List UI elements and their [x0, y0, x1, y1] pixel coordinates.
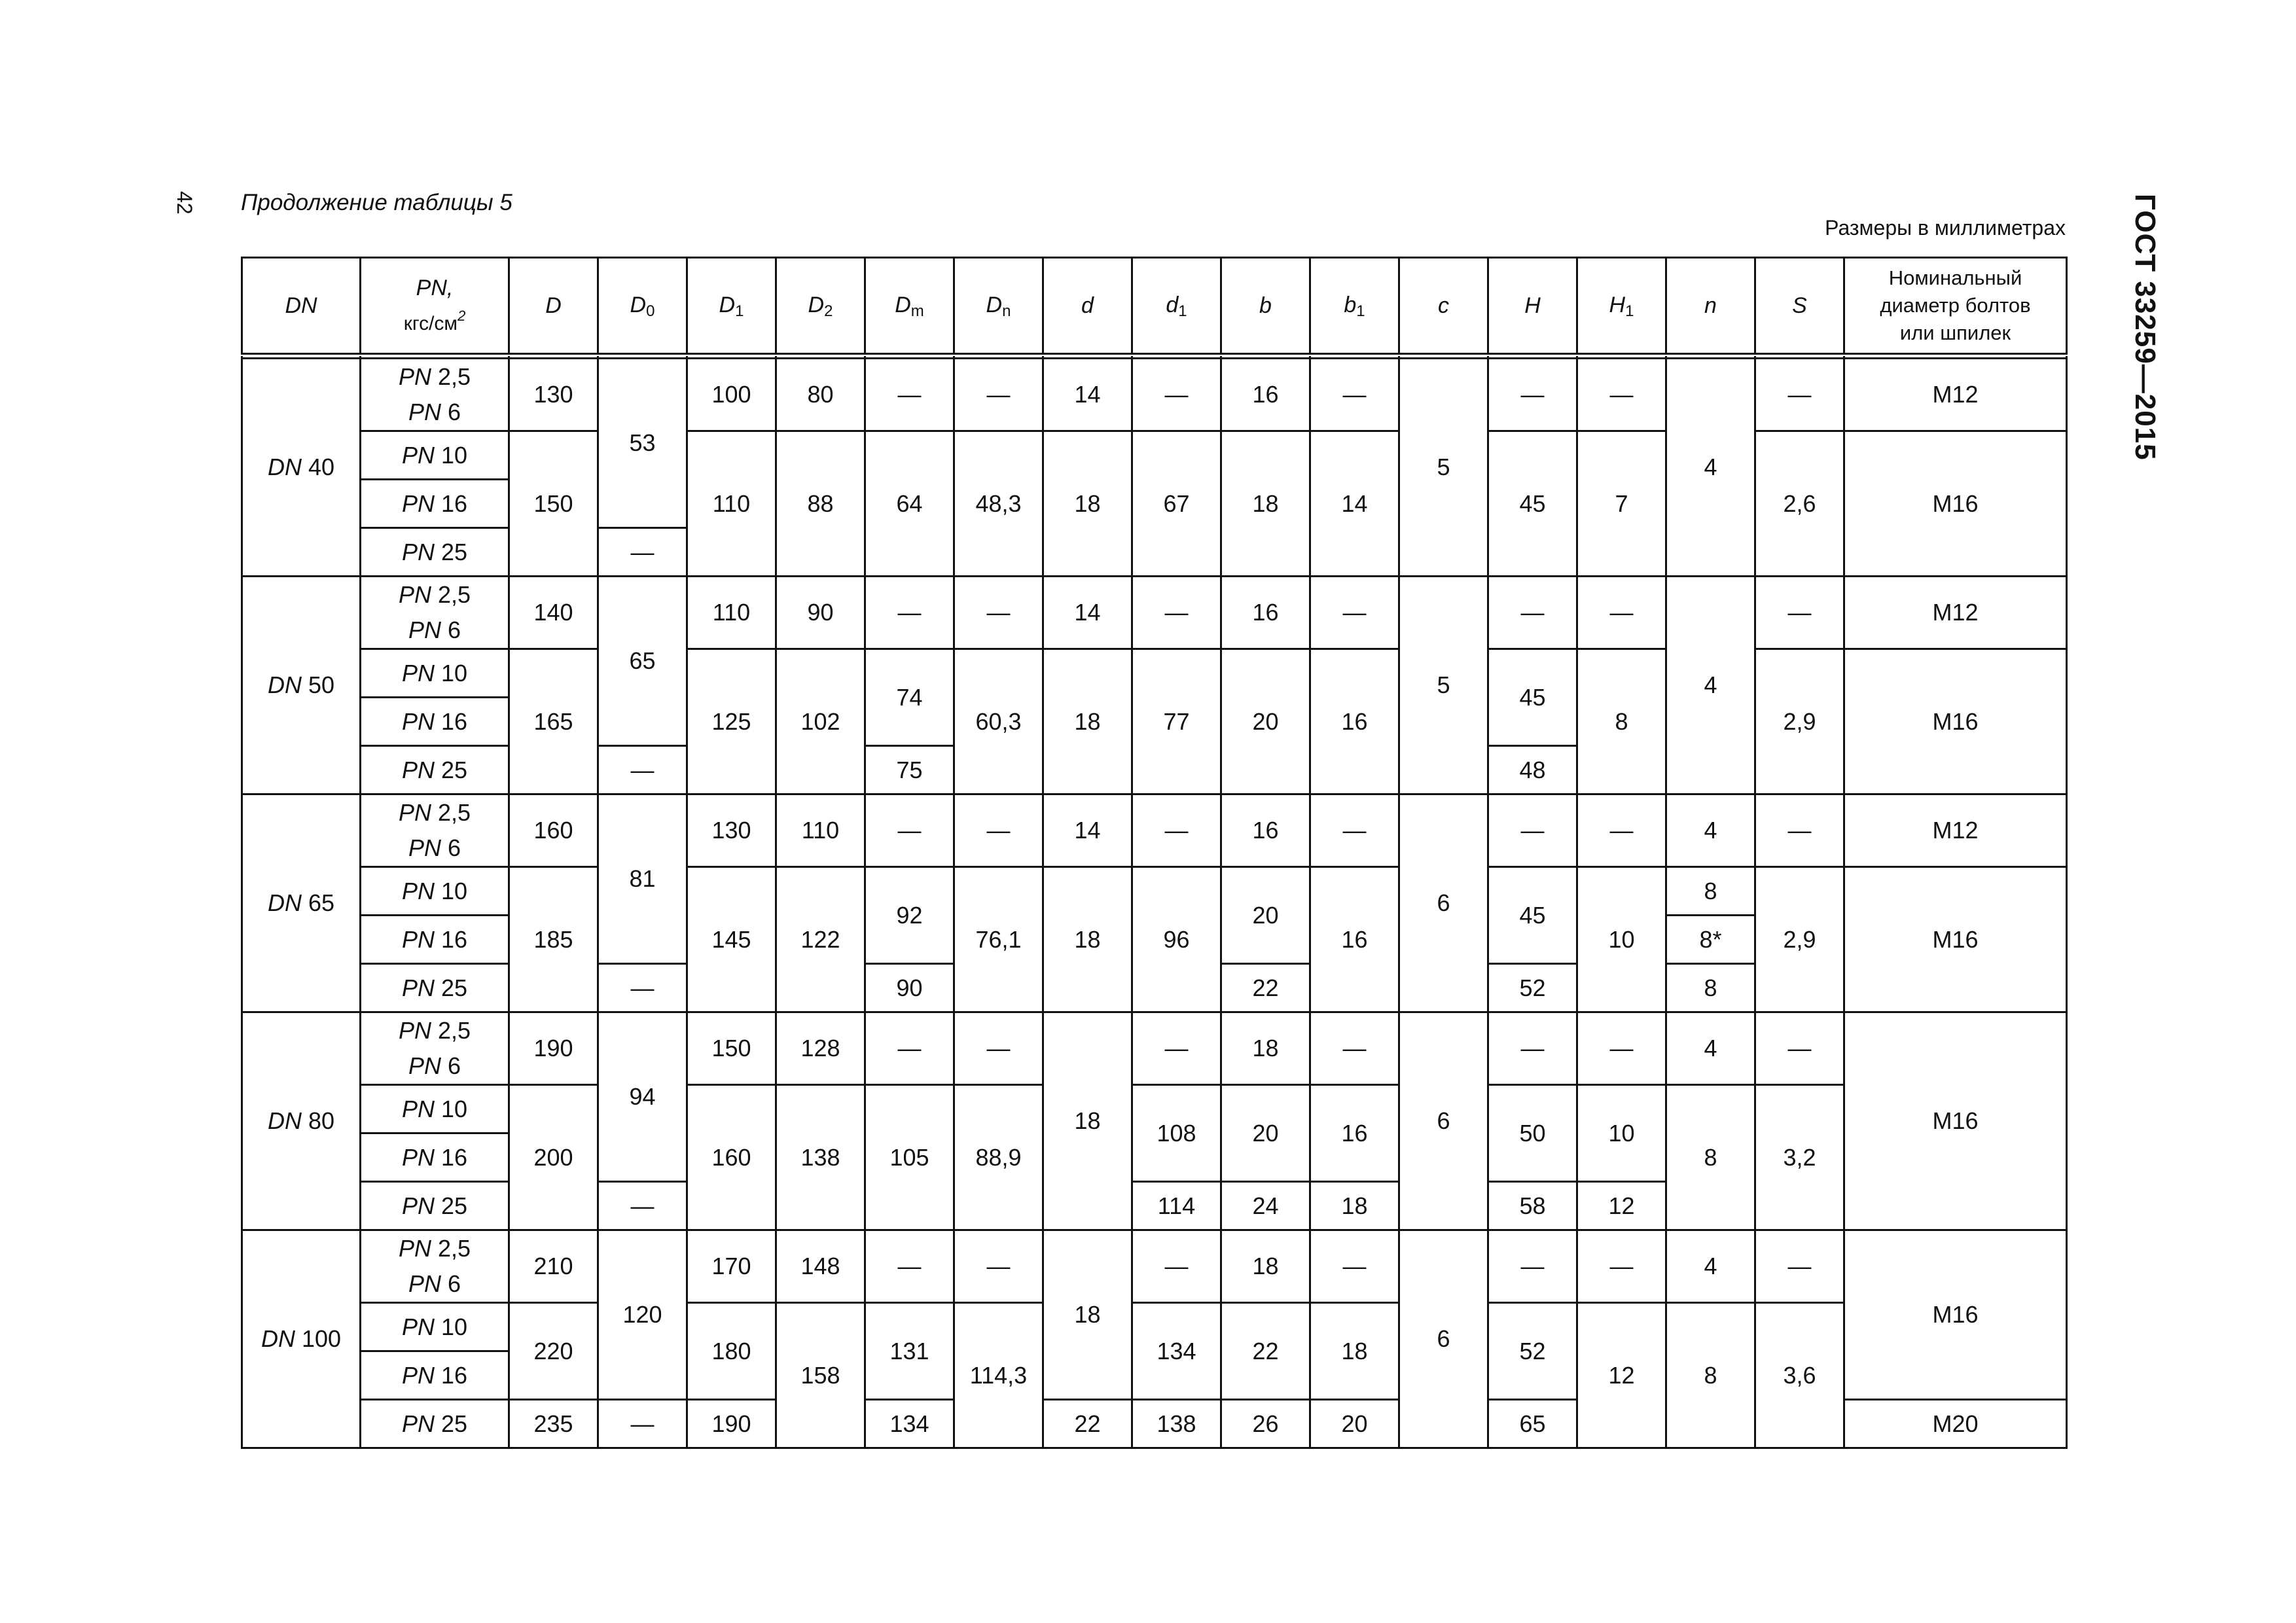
- header-d1: $d_1$: [1132, 258, 1221, 357]
- pn-cell: PN 25: [361, 746, 509, 794]
- table-cell: 16: [1221, 577, 1310, 649]
- table-cell: 7: [1577, 431, 1666, 577]
- table-cell: 210: [509, 1230, 598, 1303]
- table-cell: 20: [1310, 1400, 1399, 1448]
- table-cell: 8: [1666, 1303, 1755, 1448]
- table-cell: 18: [1221, 1012, 1310, 1085]
- table-cell: —: [1755, 577, 1844, 649]
- pn-cell: PN 2,5 PN 6: [361, 577, 509, 649]
- header-S: S: [1755, 258, 1844, 357]
- table-cell: —: [1132, 577, 1221, 649]
- table-cell: 14: [1043, 794, 1132, 867]
- table-cell: 170: [687, 1230, 776, 1303]
- table-cell: 18: [1043, 1012, 1132, 1230]
- table-cell: 120: [598, 1230, 687, 1400]
- table-cell: 74: [865, 649, 954, 746]
- table-cell: —: [1132, 356, 1221, 431]
- table-cell: 114,3: [954, 1303, 1043, 1448]
- table-cell: 5: [1399, 356, 1488, 577]
- table-cell: —: [1310, 1230, 1399, 1303]
- table-cell: 122: [776, 867, 865, 1012]
- table-cell: 18: [1221, 1230, 1310, 1303]
- table-cell: —: [1310, 1012, 1399, 1085]
- table-cell: 138: [776, 1085, 865, 1230]
- table-cell: 4: [1666, 356, 1755, 577]
- document-code: ГОСТ 33259—2015: [2129, 194, 2161, 461]
- table-cell: 90: [776, 577, 865, 649]
- table-cell: —: [954, 1012, 1043, 1085]
- table-cell: 16: [1310, 1085, 1399, 1182]
- table-cell: 58: [1488, 1182, 1577, 1230]
- table-cell: 75: [865, 746, 954, 794]
- table-cell: 2,6: [1755, 431, 1844, 577]
- table-cell: —: [1755, 1012, 1844, 1085]
- table-cell: 64: [865, 431, 954, 577]
- table-cell: 105: [865, 1085, 954, 1230]
- pn-cell: PN 25: [361, 528, 509, 577]
- table-cell: —: [598, 1400, 687, 1448]
- table-cell: М16: [1844, 1012, 2067, 1230]
- table-cell: 45: [1488, 867, 1577, 964]
- table-cell: 50: [1488, 1085, 1577, 1182]
- table-cell: 10: [1577, 1085, 1666, 1182]
- table-cell: —: [1132, 794, 1221, 867]
- header-bolt-diameter: Номинальный диаметр болтов или шпилек: [1844, 258, 2067, 357]
- dn-cell: DN 65: [242, 794, 361, 1012]
- table-cell: —: [1577, 577, 1666, 649]
- table-cell: —: [1310, 794, 1399, 867]
- table-cell: 22: [1043, 1400, 1132, 1448]
- table-cell: —: [1577, 356, 1666, 431]
- table-cell: 67: [1132, 431, 1221, 577]
- table-cell: 16: [1221, 356, 1310, 431]
- header-pn: PN, кгс/$см^2$: [361, 258, 509, 357]
- flange-dimensions-table: [241, 257, 2068, 1449]
- table-cell: —: [1755, 794, 1844, 867]
- table-cell: 130: [687, 794, 776, 867]
- table-cell: 60,3: [954, 649, 1043, 794]
- table-cell: —: [865, 356, 954, 431]
- table-cell: 22: [1221, 964, 1310, 1012]
- table-cell: 160: [509, 794, 598, 867]
- units-note: Размеры в миллиметрах: [1825, 216, 2066, 240]
- table-cell: 130: [509, 356, 598, 431]
- pn-cell: PN 25: [361, 964, 509, 1012]
- table-cell: 90: [865, 964, 954, 1012]
- dn-cell: DN 50: [242, 577, 361, 794]
- table-cell: 3,6: [1755, 1303, 1844, 1448]
- table-cell: 6: [1399, 794, 1488, 1012]
- table-cell: 20: [1221, 867, 1310, 964]
- table-cell: 180: [687, 1303, 776, 1400]
- pn-cell: PN 25: [361, 1182, 509, 1230]
- table-cell: —: [1132, 1012, 1221, 1085]
- table-cell: 128: [776, 1012, 865, 1085]
- table-cell: —: [598, 746, 687, 794]
- table-cell: 18: [1043, 431, 1132, 577]
- table-cell: 134: [865, 1400, 954, 1448]
- table-cell: —: [1577, 1012, 1666, 1085]
- table-cell: —: [1488, 356, 1577, 431]
- table-cell: 48,3: [954, 431, 1043, 577]
- table-cell: 65: [598, 577, 687, 746]
- table-cell: 88: [776, 431, 865, 577]
- pn-cell: PN 25: [361, 1400, 509, 1448]
- table-cell: 125: [687, 649, 776, 794]
- table-cell: 138: [1132, 1400, 1221, 1448]
- table-cell: 150: [509, 431, 598, 577]
- table-cell: 45: [1488, 649, 1577, 746]
- table-cell: 2,9: [1755, 649, 1844, 794]
- header-n: n: [1666, 258, 1755, 357]
- table-cell: 77: [1132, 649, 1221, 794]
- table-cell: 6: [1399, 1230, 1488, 1448]
- pn-cell: PN 10: [361, 1085, 509, 1133]
- table-cell: 10: [1577, 867, 1666, 1012]
- table-cell: 18: [1310, 1303, 1399, 1400]
- table-cell: —: [598, 528, 687, 577]
- table-cell: 4: [1666, 1230, 1755, 1303]
- header-D: D: [509, 258, 598, 357]
- table-cell: 190: [509, 1012, 598, 1085]
- table-cell: 80: [776, 356, 865, 431]
- table-row: [242, 1303, 2067, 1351]
- table-cell: 8*: [1666, 916, 1755, 964]
- header-Dm: $D_m$: [865, 258, 954, 357]
- table-cell: —: [1488, 1230, 1577, 1303]
- table-cell: 102: [776, 649, 865, 794]
- table-cell: 22: [1221, 1303, 1310, 1400]
- table-cell: 140: [509, 577, 598, 649]
- table-caption: Продолжение таблицы 5: [241, 190, 512, 215]
- table-cell: 110: [687, 431, 776, 577]
- table-row: [242, 1085, 2067, 1133]
- pn-cell: PN 16: [361, 480, 509, 528]
- table-cell: 12: [1577, 1182, 1666, 1230]
- table-cell: 14: [1043, 356, 1132, 431]
- table-cell: М16: [1844, 1230, 2067, 1400]
- header-d: d: [1043, 258, 1132, 357]
- pn-cell: PN 2,5 PN 6: [361, 794, 509, 867]
- table-cell: М16: [1844, 431, 2067, 577]
- table-cell: 158: [776, 1303, 865, 1448]
- table-cell: —: [1310, 356, 1399, 431]
- table-cell: 108: [1132, 1085, 1221, 1182]
- table-cell: —: [865, 1230, 954, 1303]
- table-cell: 65: [1488, 1400, 1577, 1448]
- table-cell: М12: [1844, 794, 2067, 867]
- table-cell: 200: [509, 1085, 598, 1230]
- table-cell: 110: [776, 794, 865, 867]
- dn-cell: DN 40: [242, 356, 361, 577]
- table-cell: —: [1488, 577, 1577, 649]
- table-cell: —: [1577, 794, 1666, 867]
- table-cell: 16: [1310, 649, 1399, 794]
- table-cell: —: [1310, 577, 1399, 649]
- table-row: [242, 431, 2067, 480]
- table-cell: 14: [1043, 577, 1132, 649]
- table-cell: —: [865, 577, 954, 649]
- table-cell: М12: [1844, 356, 2067, 431]
- table-cell: М16: [1844, 649, 2067, 794]
- header-H1: $H_1$: [1577, 258, 1666, 357]
- table-cell: —: [954, 794, 1043, 867]
- table-cell: 134: [1132, 1303, 1221, 1400]
- table-cell: 8: [1577, 649, 1666, 794]
- table-cell: —: [1755, 1230, 1844, 1303]
- table-cell: —: [1755, 356, 1844, 431]
- table-cell: 4: [1666, 1012, 1755, 1085]
- table-cell: 8: [1666, 964, 1755, 1012]
- table-cell: 18: [1310, 1182, 1399, 1230]
- pn-cell: PN 16: [361, 698, 509, 746]
- table-cell: 52: [1488, 964, 1577, 1012]
- table-cell: 24: [1221, 1182, 1310, 1230]
- table-cell: 110: [687, 577, 776, 649]
- table-cell: 45: [1488, 431, 1577, 577]
- table-cell: 16: [1221, 794, 1310, 867]
- table-cell: 18: [1221, 431, 1310, 577]
- table-cell: 3,2: [1755, 1085, 1844, 1230]
- table-cell: 4: [1666, 794, 1755, 867]
- table-cell: 53: [598, 356, 687, 528]
- table-cell: 145: [687, 867, 776, 1012]
- header-row: [242, 258, 2067, 357]
- header-Dn: $D_n$: [954, 258, 1043, 357]
- pn-cell: PN 10: [361, 649, 509, 698]
- table-cell: 150: [687, 1012, 776, 1085]
- table-row: [242, 649, 2067, 698]
- header-c: c: [1399, 258, 1488, 357]
- table-cell: 8: [1666, 1085, 1755, 1230]
- pn-cell: PN 2,5 PN 6: [361, 1012, 509, 1085]
- pn-cell: PN 16: [361, 1351, 509, 1400]
- pn-cell: PN 10: [361, 867, 509, 916]
- table-cell: 190: [687, 1400, 776, 1448]
- header-D2: $D_2$: [776, 258, 865, 357]
- table-cell: 20: [1221, 649, 1310, 794]
- header-b: b: [1221, 258, 1310, 357]
- header-H: H: [1488, 258, 1577, 357]
- dn-cell: DN 80: [242, 1012, 361, 1230]
- table-cell: 114: [1132, 1182, 1221, 1230]
- table-cell: 88,9: [954, 1085, 1043, 1230]
- table-cell: 4: [1666, 577, 1755, 794]
- table-cell: 2,9: [1755, 867, 1844, 1012]
- table-cell: —: [1488, 1012, 1577, 1085]
- table-cell: 185: [509, 867, 598, 1012]
- table-cell: 148: [776, 1230, 865, 1303]
- table-cell: —: [1488, 794, 1577, 867]
- header-D0: $D_0$: [598, 258, 687, 357]
- table-cell: —: [598, 1182, 687, 1230]
- table-cell: 131: [865, 1303, 954, 1400]
- table-cell: М20: [1844, 1400, 2067, 1448]
- table-cell: 220: [509, 1303, 598, 1400]
- table-cell: 14: [1310, 431, 1399, 577]
- pn-cell: PN 2,5 PN 6: [361, 1230, 509, 1303]
- header-b1: $b_1$: [1310, 258, 1399, 357]
- page-number: 42: [173, 191, 196, 215]
- table-cell: —: [1132, 1230, 1221, 1303]
- table-cell: 100: [687, 356, 776, 431]
- dn-cell: DN 100: [242, 1230, 361, 1448]
- table-cell: М16: [1844, 867, 2067, 1012]
- table-cell: 165: [509, 649, 598, 794]
- pn-cell: PN 2,5 PN 6: [361, 356, 509, 431]
- table-cell: —: [598, 964, 687, 1012]
- table-cell: —: [865, 1012, 954, 1085]
- table-cell: 52: [1488, 1303, 1577, 1400]
- table-cell: —: [954, 356, 1043, 431]
- pn-cell: PN 10: [361, 1303, 509, 1351]
- table-cell: —: [1577, 1230, 1666, 1303]
- table-cell: —: [954, 1230, 1043, 1303]
- table-cell: 5: [1399, 577, 1488, 794]
- table-cell: —: [865, 794, 954, 867]
- table-cell: 18: [1043, 649, 1132, 794]
- table-cell: 96: [1132, 867, 1221, 1012]
- table-cell: 94: [598, 1012, 687, 1182]
- table-cell: 160: [687, 1085, 776, 1230]
- table-cell: 18: [1043, 1230, 1132, 1400]
- pn-cell: PN 16: [361, 1133, 509, 1182]
- table-cell: 26: [1221, 1400, 1310, 1448]
- table-row: [242, 867, 2067, 916]
- table-cell: 16: [1310, 867, 1399, 1012]
- table-cell: 18: [1043, 867, 1132, 1012]
- table-cell: 48: [1488, 746, 1577, 794]
- table-cell: 235: [509, 1400, 598, 1448]
- header-D1: $D_1$: [687, 258, 776, 357]
- table-cell: М12: [1844, 577, 2067, 649]
- pn-cell: PN 16: [361, 916, 509, 964]
- table-cell: 12: [1577, 1303, 1666, 1448]
- table-cell: 76,1: [954, 867, 1043, 1012]
- table-cell: 81: [598, 794, 687, 964]
- table-cell: 6: [1399, 1012, 1488, 1230]
- pn-cell: PN 10: [361, 431, 509, 480]
- table-cell: 92: [865, 867, 954, 964]
- table-cell: 8: [1666, 867, 1755, 916]
- header-dn: DN: [242, 258, 361, 357]
- table-cell: —: [954, 577, 1043, 649]
- table-cell: 20: [1221, 1085, 1310, 1182]
